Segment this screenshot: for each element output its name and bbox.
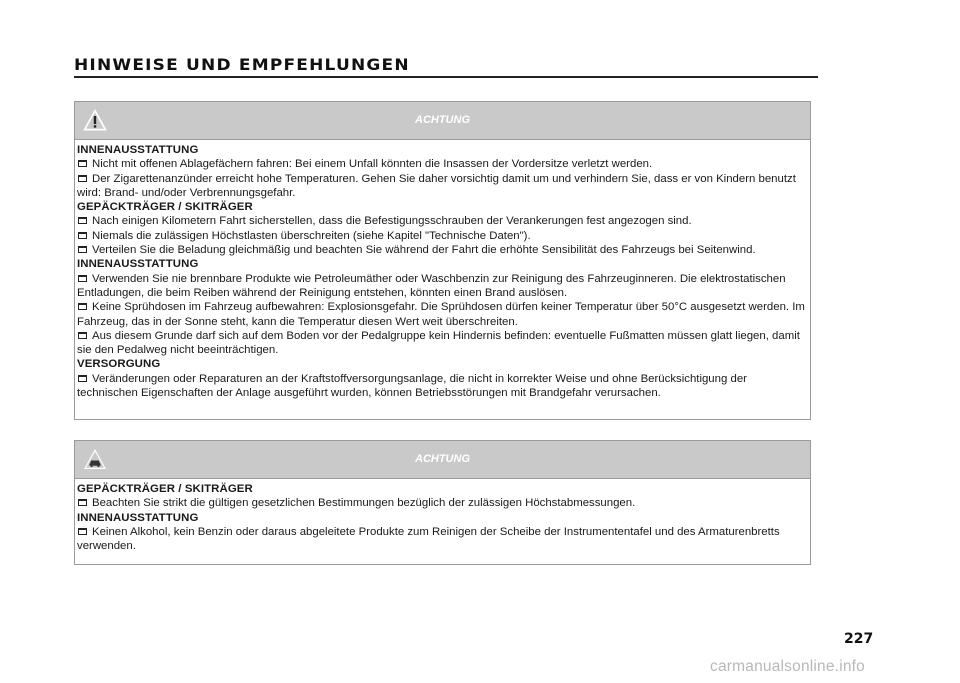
section-heading: GEPÄCKTRÄGER / SKITRÄGER — [77, 201, 253, 214]
list-item: Keinen Alkohol, kein Benzin oder daraus abgeleitete Produkte zum Reinigen der Scheibe der Instrumententafel und des Armaturenbretts verwenden. — [77, 525, 780, 553]
warning-box-header — [75, 441, 810, 479]
page-title: HINWEISE UND EMPFEHLUNGEN — [74, 56, 410, 75]
section-heading: INNENAUSSTATTUNG — [77, 511, 199, 524]
bullet-icon — [78, 375, 87, 382]
section-heading: VERSORGUNG — [77, 358, 161, 371]
bullet-icon — [78, 499, 87, 506]
list-item: Veränderungen oder Reparaturen an der Kraftstoffversorgungsanlage, die nicht in korrekter Weise und ohne Berücksichtigung der technischen Eigenschaften der Anlage ausgeführt wurden, können Betriebsstörungen mit Brandgefahr verursachen. — [77, 372, 747, 400]
warning-box-content — [75, 479, 810, 553]
list-item: Verteilen Sie die Beladung gleichmäßig und beachten Sie während der Fahrt die erhöhte Sensibilität des Fahrzeugs bei Seitenwind. — [77, 243, 810, 257]
list-item: Aus diesem Grunde darf sich auf dem Boden vor der Pedalgruppe kein Hindernis befinden: eventuelle Fußmatten müssen glatt liegen, damit sie den Pedalweg nicht beeinträchtigen. — [77, 329, 800, 357]
section-heading: GEPÄCKTRÄGER / SKITRÄGER — [77, 483, 253, 495]
list-item: Der Zigarettenanzünder erreicht hohe Temperaturen. Gehen Sie daher vorsichtig damit um und verhindern Sie, dass er von Kindern benutzt wird: Brand- und/oder Verbrennungsgefahr. — [77, 172, 796, 199]
title-divider — [74, 76, 818, 78]
section-heading: INNENAUSSTATTUNG — [77, 144, 199, 156]
warning-box-header — [75, 102, 810, 140]
list-item: Verwenden Sie nie brennbare Produkte wie Petroleumäther oder Waschbenzin zur Reinigung des Fahrzeuginneren. Die elektrostatischen Entladungen, die beim Reiben während der Reinigung entstehen, könnten einen Brand auslösen. — [77, 272, 786, 299]
bullet-icon — [78, 217, 87, 224]
warning-box-2 — [74, 440, 811, 565]
list-item: Nach einigen Kilometern Fahrt sicherstellen, dass die Befestigungsschrauben der Verankerungen fest angezogen sind. — [77, 214, 810, 228]
bullet-icon — [78, 528, 87, 535]
list-item: Beachten Sie strikt die gültigen gesetzlichen Bestimmungen bezüglich der zulässigen Höchstabmessungen. — [77, 496, 810, 510]
bullet-icon — [78, 275, 87, 282]
page-number: 227 — [844, 631, 874, 647]
list-item: Nicht mit offenen Ablagefächern fahren: Bei einem Unfall könnten die Insassen der Vordersitze verletzt werden. — [77, 157, 810, 171]
warning-box-1 — [74, 101, 811, 420]
warning-box-content — [75, 140, 810, 400]
bullet-icon — [78, 246, 87, 253]
list-item: Niemals die zulässigen Höchstlasten überschreiten (siehe Kapitel "Technische Daten"). — [77, 229, 810, 243]
watermark: carmanualsonline.info — [710, 658, 865, 675]
section-heading: INNENAUSSTATTUNG — [77, 258, 199, 271]
bullet-icon — [78, 303, 87, 310]
bullet-icon — [78, 232, 87, 239]
bullet-icon — [78, 175, 87, 182]
warning-label: ACHTUNG — [415, 453, 470, 465]
bullet-icon — [78, 160, 87, 167]
bullet-icon — [78, 332, 87, 339]
list-item: Keine Sprühdosen im Fahrzeug aufbewahren: Explosionsgefahr. Die Sprühdosen dürfen keiner Temperatur über 50°C ausgesetzt werden. Im Fahrzeug, das in der Sonne steht, kann die Temperatur diesen Wert weit überschreiten. — [77, 301, 805, 328]
warning-label: ACHTUNG — [415, 114, 470, 126]
